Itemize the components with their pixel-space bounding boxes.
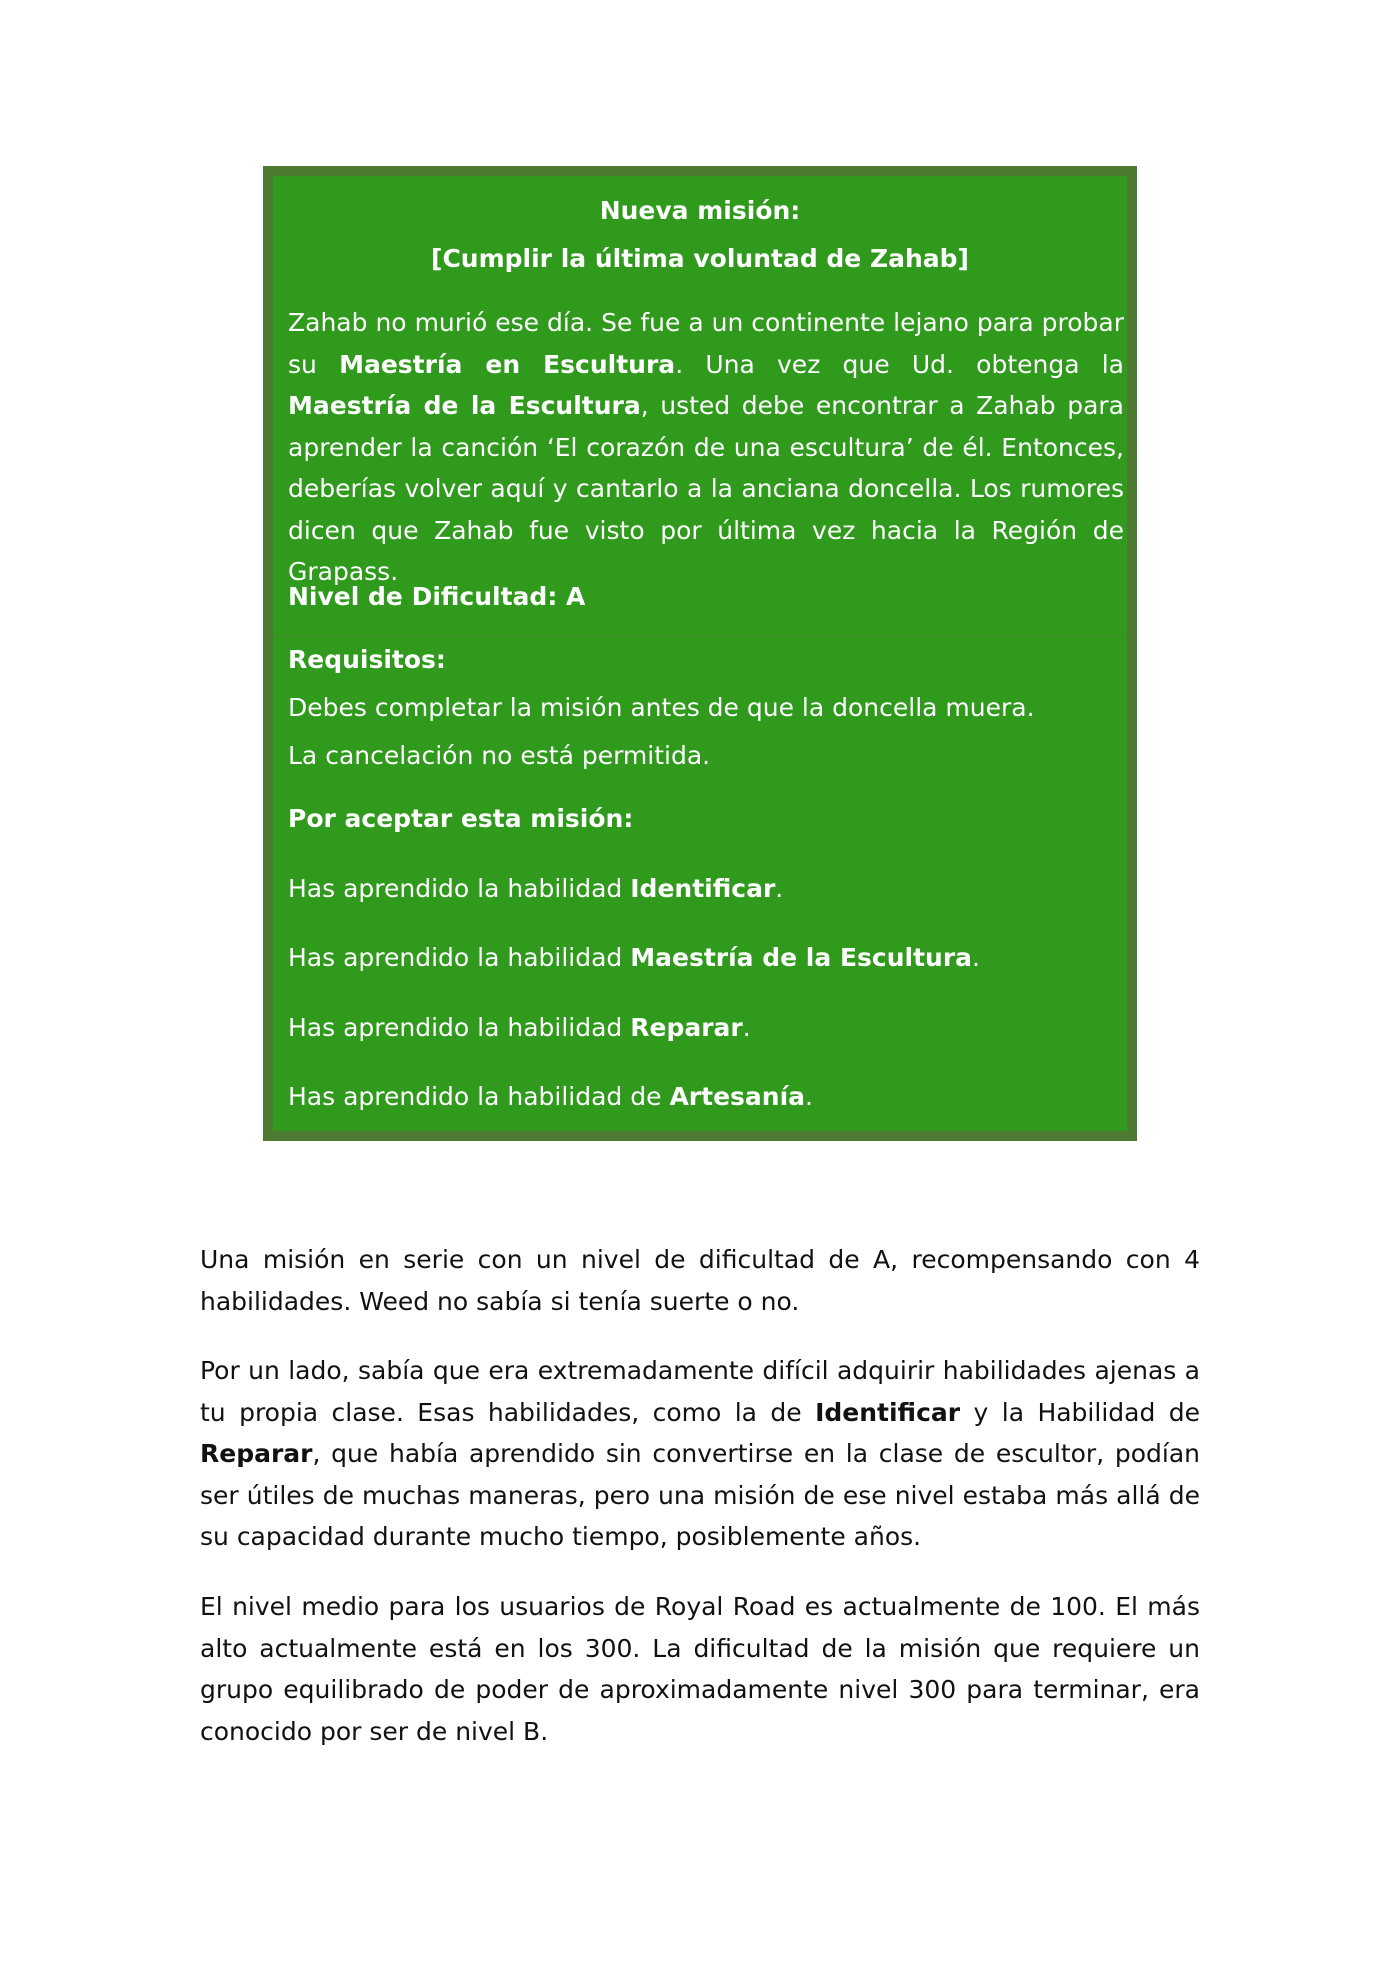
requirement-item: Debes completar la misión antes de que la doncella muera. <box>288 693 1035 722</box>
reward-skill: Artesanía <box>669 1082 806 1111</box>
quest-window <box>263 166 1137 1141</box>
reward-skill: Maestría de la Escultura <box>630 943 973 972</box>
requirement-item: La cancelación no está permitida. <box>288 741 711 770</box>
reward-item: Has aprendido la habilidad Identificar. <box>288 874 784 903</box>
skill-highlight: Maestría de la Escultura <box>288 391 641 420</box>
body-paragraph-2: Por un lado, sabía que era extremadamente difícil adquirir habilidades ajenas a tu propia clase. Esas habilidades, como la de Identificar y la Habilidad de Reparar, que había aprendido sin convertirse en la clase de escultor, podían ser útiles de muchas maneras, pero una misión de ese nivel estaba más allá de su capacidad durante mucho tiempo, posiblemente años. <box>200 1356 1200 1551</box>
skill-highlight: Maestría en Escultura <box>339 349 676 379</box>
reward-item: Has aprendido la habilidad de Artesanía. <box>288 1082 813 1111</box>
reward-skill: Identificar <box>630 874 776 903</box>
section-divider <box>273 636 1127 637</box>
reward-item: Has aprendido la habilidad Reparar. <box>288 1013 751 1042</box>
accept-label: Por aceptar esta misión: <box>288 804 634 833</box>
reward-item: Has aprendido la habilidad Maestría de la Escultura. <box>288 943 980 972</box>
quest-description: Zahab no murió ese día. Se fue a un continente lejano para probar su Maestría en Escultura. Una vez que Ud. obtenga la Maestría de la Escultura, usted debe encontrar a Zahab para aprender la canción ‘El corazón de una escultura’ de él. Entonces, deberías volver aquí y cantarlo a la anciana doncella. Los rumores dicen que Zahab fue visto por última vez hacia la Región de Grapass. <box>288 308 1125 586</box>
skill-highlight: Reparar <box>200 1439 313 1468</box>
quest-title: Nueva misión: <box>599 196 801 225</box>
quest-subtitle: [Cumplir la última voluntad de Zahab] <box>431 244 969 273</box>
requirements-label: Requisitos: <box>288 645 446 674</box>
body-paragraph-1: Una misión en serie con un nivel de dificultad de A, recompensando con 4 habilidades. Weed no sabía si tenía suerte o no. <box>200 1245 1200 1316</box>
body-paragraph-3: El nivel medio para los usuarios de Royal Road es actualmente de 100. El más alto actualmente está en los 300. La dificultad de la misión que requiere un grupo equilibrado de poder de aproximadamente nivel 300 para terminar, era conocido por ser de nivel B. <box>200 1592 1200 1746</box>
reward-skill: Reparar <box>630 1013 743 1042</box>
skill-highlight: Identificar <box>815 1397 961 1427</box>
quest-difficulty: Nivel de Dificultad: A <box>288 582 586 611</box>
